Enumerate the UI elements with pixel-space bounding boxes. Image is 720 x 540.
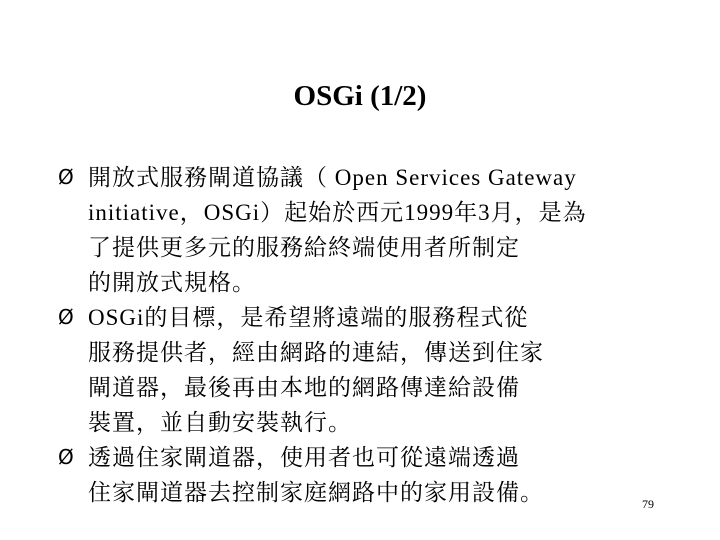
arrow-bullet-icon: Ø [58,165,74,189]
bullet-text-line: 透過住家閘道器，使用者也可從遠端透過 [88,445,520,470]
bullet-list [58,160,658,510]
bullet-text-line: 閘道器，最後再由本地的網路傳達給設備 [88,375,520,400]
bullet-text-line: OSGi的目標，是希望將遠端的服務程式從 [88,305,529,330]
bullet-item [58,160,658,300]
bullet-text-line: 了提供更多元的服務給終端使用者所制定 [88,235,520,260]
page-number: 79 [642,497,654,511]
bullet-text-line: 的開放式規格。 [88,270,256,295]
arrow-bullet-icon: Ø [58,305,74,329]
slide-title: OSGi (1/2) [293,80,427,112]
bullet-text-line: 開放式服務閘道協議（ Open Services Gateway [88,165,577,190]
bullet-item [58,300,658,440]
bullet-text-line: 服務提供者，經由網路的連結，傳送到住家 [88,340,544,365]
arrow-bullet-icon: Ø [58,445,74,469]
bullet-text-line: 裝置，並自動安裝執行。 [88,410,352,435]
bullet-item [58,440,658,510]
bullet-text-line: 住家閘道器去控制家庭網路中的家用設備。 [88,480,544,505]
bullet-text-line: initiative，OSGi）起始於西元1999年3月，是為 [88,200,587,225]
